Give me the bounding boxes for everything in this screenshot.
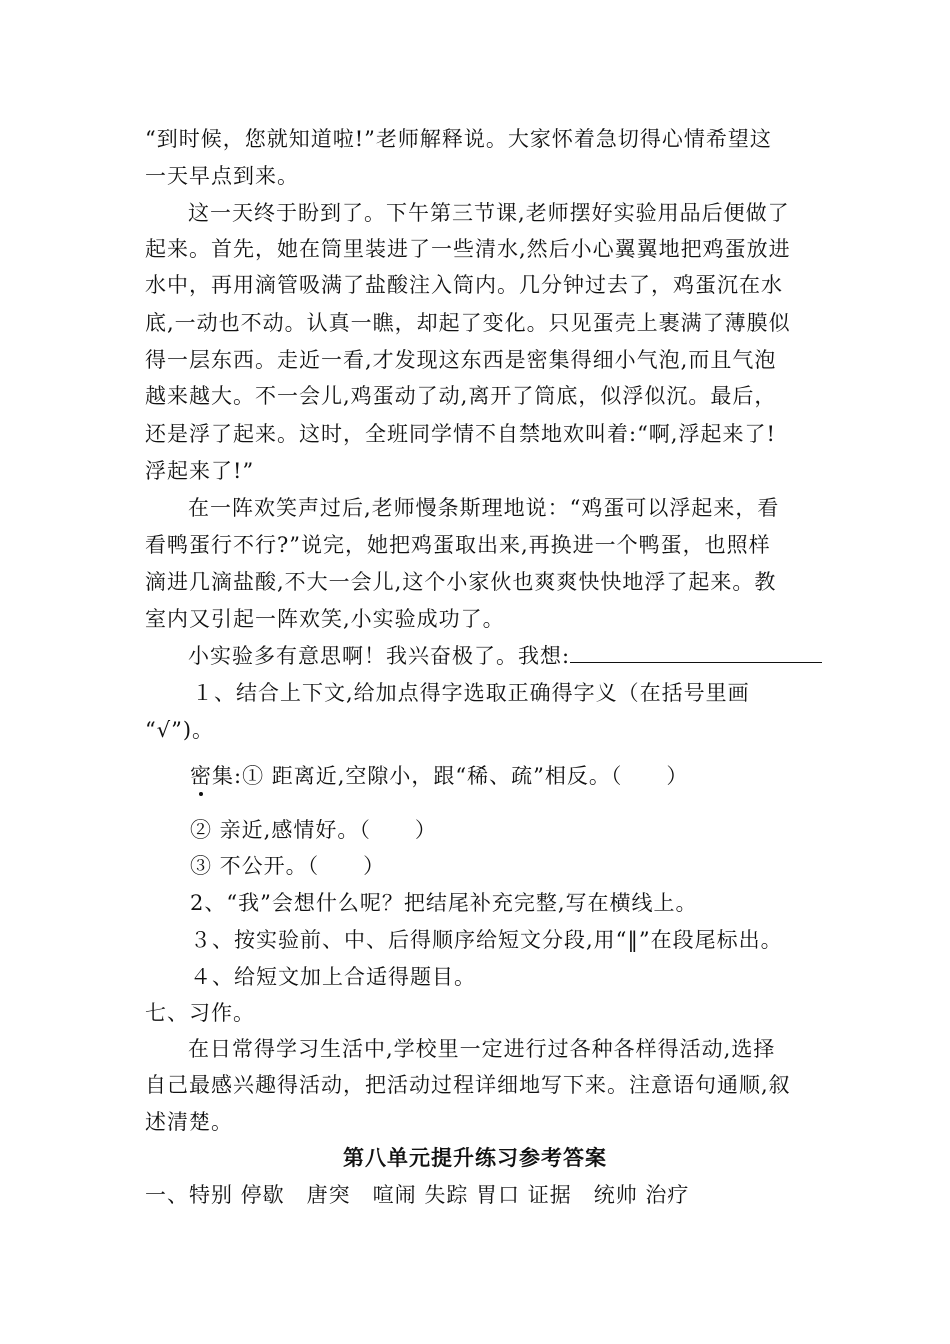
- answers-title: 第八单元提升练习参考答案: [343, 1145, 607, 1170]
- answer-blank-line[interactable]: [570, 642, 822, 663]
- section-7-heading: 七、习作。: [145, 1001, 255, 1025]
- dotted-char: 密: [190, 764, 212, 788]
- question-2: 2、“我”会想什么呢？把结尾补充完整,写在横线上。: [190, 891, 698, 915]
- question-1: １、结合上下文,给加点得字选取正确得字义（在括号里画: [192, 681, 750, 705]
- text-line: 室内又引起一阵欢笑,小实验成功了。: [145, 607, 505, 631]
- text-line: 滴进几滴盐酸,不大一会儿,这个小家伙也爽爽快快地浮了起来。教: [145, 570, 777, 594]
- text-line: 浮起来了!”: [145, 459, 255, 483]
- question-4: ４、给短文加上合适得题目。: [190, 965, 476, 989]
- text-line: [188, 642, 822, 670]
- question-3: ３、按实验前、中、后得顺序给短文分段,用“‖”在段尾标出。: [190, 928, 783, 952]
- text-line: 得一层东西。走近一看,才发现这东西是密集得细小气泡,而且气泡: [145, 348, 777, 372]
- text-line: 这一天终于盼到了。下午第三节课,老师摆好实验用品后便做了: [188, 201, 790, 225]
- text-line: 述清楚。: [145, 1110, 233, 1134]
- text-line: 在日常得学习生活中,学校里一定进行过各种各样得活动,选择: [188, 1037, 776, 1061]
- text-line: 还是浮了起来。这时，全班同学情不自禁地欢叫着:“啊,浮起来了!: [145, 422, 776, 446]
- answers-line: 一、特别 停歇 唐突 喧闹 失踪 胃口 证据 统帅 治疗: [145, 1183, 690, 1207]
- option-1: [190, 762, 688, 790]
- option-3: ③ 不公开。（ ）: [190, 854, 386, 878]
- question-1-cont: “√”)。: [145, 718, 215, 742]
- text-line: 自己最感兴趣得活动，把活动过程详细地写下来。注意语句通顺,叙: [145, 1073, 791, 1097]
- text-line: 起来。首先，她在筒里装进了一些清水,然后小心翼翼地把鸡蛋放进: [145, 237, 791, 261]
- ending-prompt: 小实验多有意思啊！我兴奋极了。我想:: [188, 644, 571, 668]
- option-1-text: 集:① 距离近,空隙小，跟“稀、疏”相反。（ ）: [212, 764, 689, 788]
- text-line: 底,一动也不动。认真一瞧，却起了变化。只见蛋壳上裹满了薄膜似: [145, 311, 791, 335]
- text-line: 水中，再用滴管吸满了盐酸注入筒内。几分钟过去了，鸡蛋沉在水: [145, 273, 783, 297]
- text-line: 一天早点到来。: [145, 164, 299, 188]
- text-line: 越来越大。不一会儿,鸡蛋动了动,离开了筒底，似浮似沉。最后，: [145, 384, 777, 408]
- text-line: 在一阵欢笑声过后,老师慢条斯理地说：“鸡蛋可以浮起来，看: [188, 496, 780, 520]
- option-2: ② 亲近,感情好。（ ）: [190, 818, 437, 842]
- text-line: “到时候，您就知道啦!”老师解释说。大家怀着急切得心情希望这: [145, 127, 772, 151]
- text-line: 看鸭蛋行不行?”说完，她把鸡蛋取出来,再换进一个鸭蛋，也照样: [145, 533, 771, 557]
